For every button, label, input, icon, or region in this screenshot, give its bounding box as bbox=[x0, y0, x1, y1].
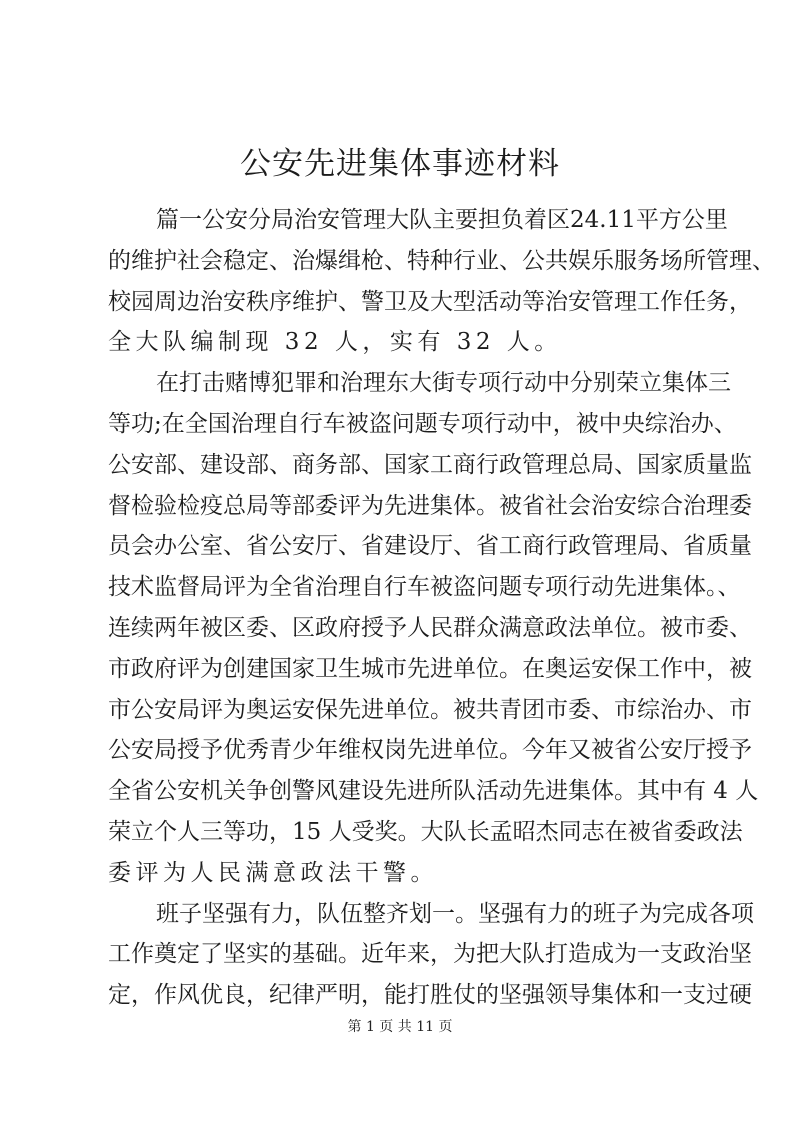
text-line: 督检验检疫总局等部委评为先进集体。被省社会治安综合治理委 bbox=[108, 492, 752, 519]
document-title: 公安先进集体事迹材料 bbox=[240, 146, 560, 182]
text-line: 全省公安机关争创警风建设先进所队活动先进集体。其中有 4 人 bbox=[108, 778, 759, 805]
document-body bbox=[108, 200, 775, 1016]
text-line: 校园周边治安秩序维护、警卫及大型活动等治安管理工作任务， bbox=[108, 288, 752, 315]
text-line: 班子坚强有力，队伍整齐划一。坚强有力的班子为完成各项 bbox=[156, 900, 754, 927]
text-line: 等功;在全国治理自行车被盗问题专项行动中，被中央综治办、 bbox=[108, 410, 737, 437]
text-line: 委评为人民满意政法干警。 bbox=[108, 859, 438, 886]
text-line: 定，作风优良，纪律严明，能打胜仗的坚强领导集体和一支过硬 bbox=[108, 982, 752, 1009]
text-line: 技术监督局评为全省治理自行车被盗问题专项行动先进集体。、 bbox=[108, 574, 741, 601]
text-line: 公安局授予优秀青少年维权岗先进单位。今年又被省公安厅授予 bbox=[108, 737, 752, 764]
text-line: 连续两年被区委、区政府授予人民群众满意政法单位。被市委、 bbox=[108, 614, 752, 641]
text-line: 公安部、建设部、商务部、国家工商行政管理总局、国家质量监 bbox=[108, 451, 752, 478]
text-line: 全大队编制现 32 人，实有 32 人。 bbox=[108, 329, 562, 356]
text-line: 的维护社会稳定、治爆缉枪、特种行业、公共娱乐服务场所管理、 bbox=[108, 247, 775, 274]
text-line: 荣立个人三等功，15 人受奖。大队长孟昭杰同志在被省委政法 bbox=[108, 818, 743, 845]
page-footer: 第 1 页 共 11 页 bbox=[347, 1019, 453, 1035]
text-line: 市公安局评为奥运安保先进单位。被共青团市委、市综治办、市 bbox=[108, 696, 752, 723]
text-line: 在打击赌博犯罪和治理东大街专项行动中分别荣立集体三 bbox=[156, 370, 731, 397]
text-line: 篇一公安分局治安管理大队主要担负着区24.11平方公里 bbox=[156, 207, 728, 233]
text-line: 员会办公室、省公安厅、省建设厅、省工商行政管理局、省质量 bbox=[108, 533, 752, 560]
text-line: 市政府评为创建国家卫生城市先进单位。在奥运安保工作中，被 bbox=[108, 655, 752, 682]
text-line: 工作奠定了坚实的基础。近年来，为把大队打造成为一支政治坚 bbox=[108, 941, 752, 968]
